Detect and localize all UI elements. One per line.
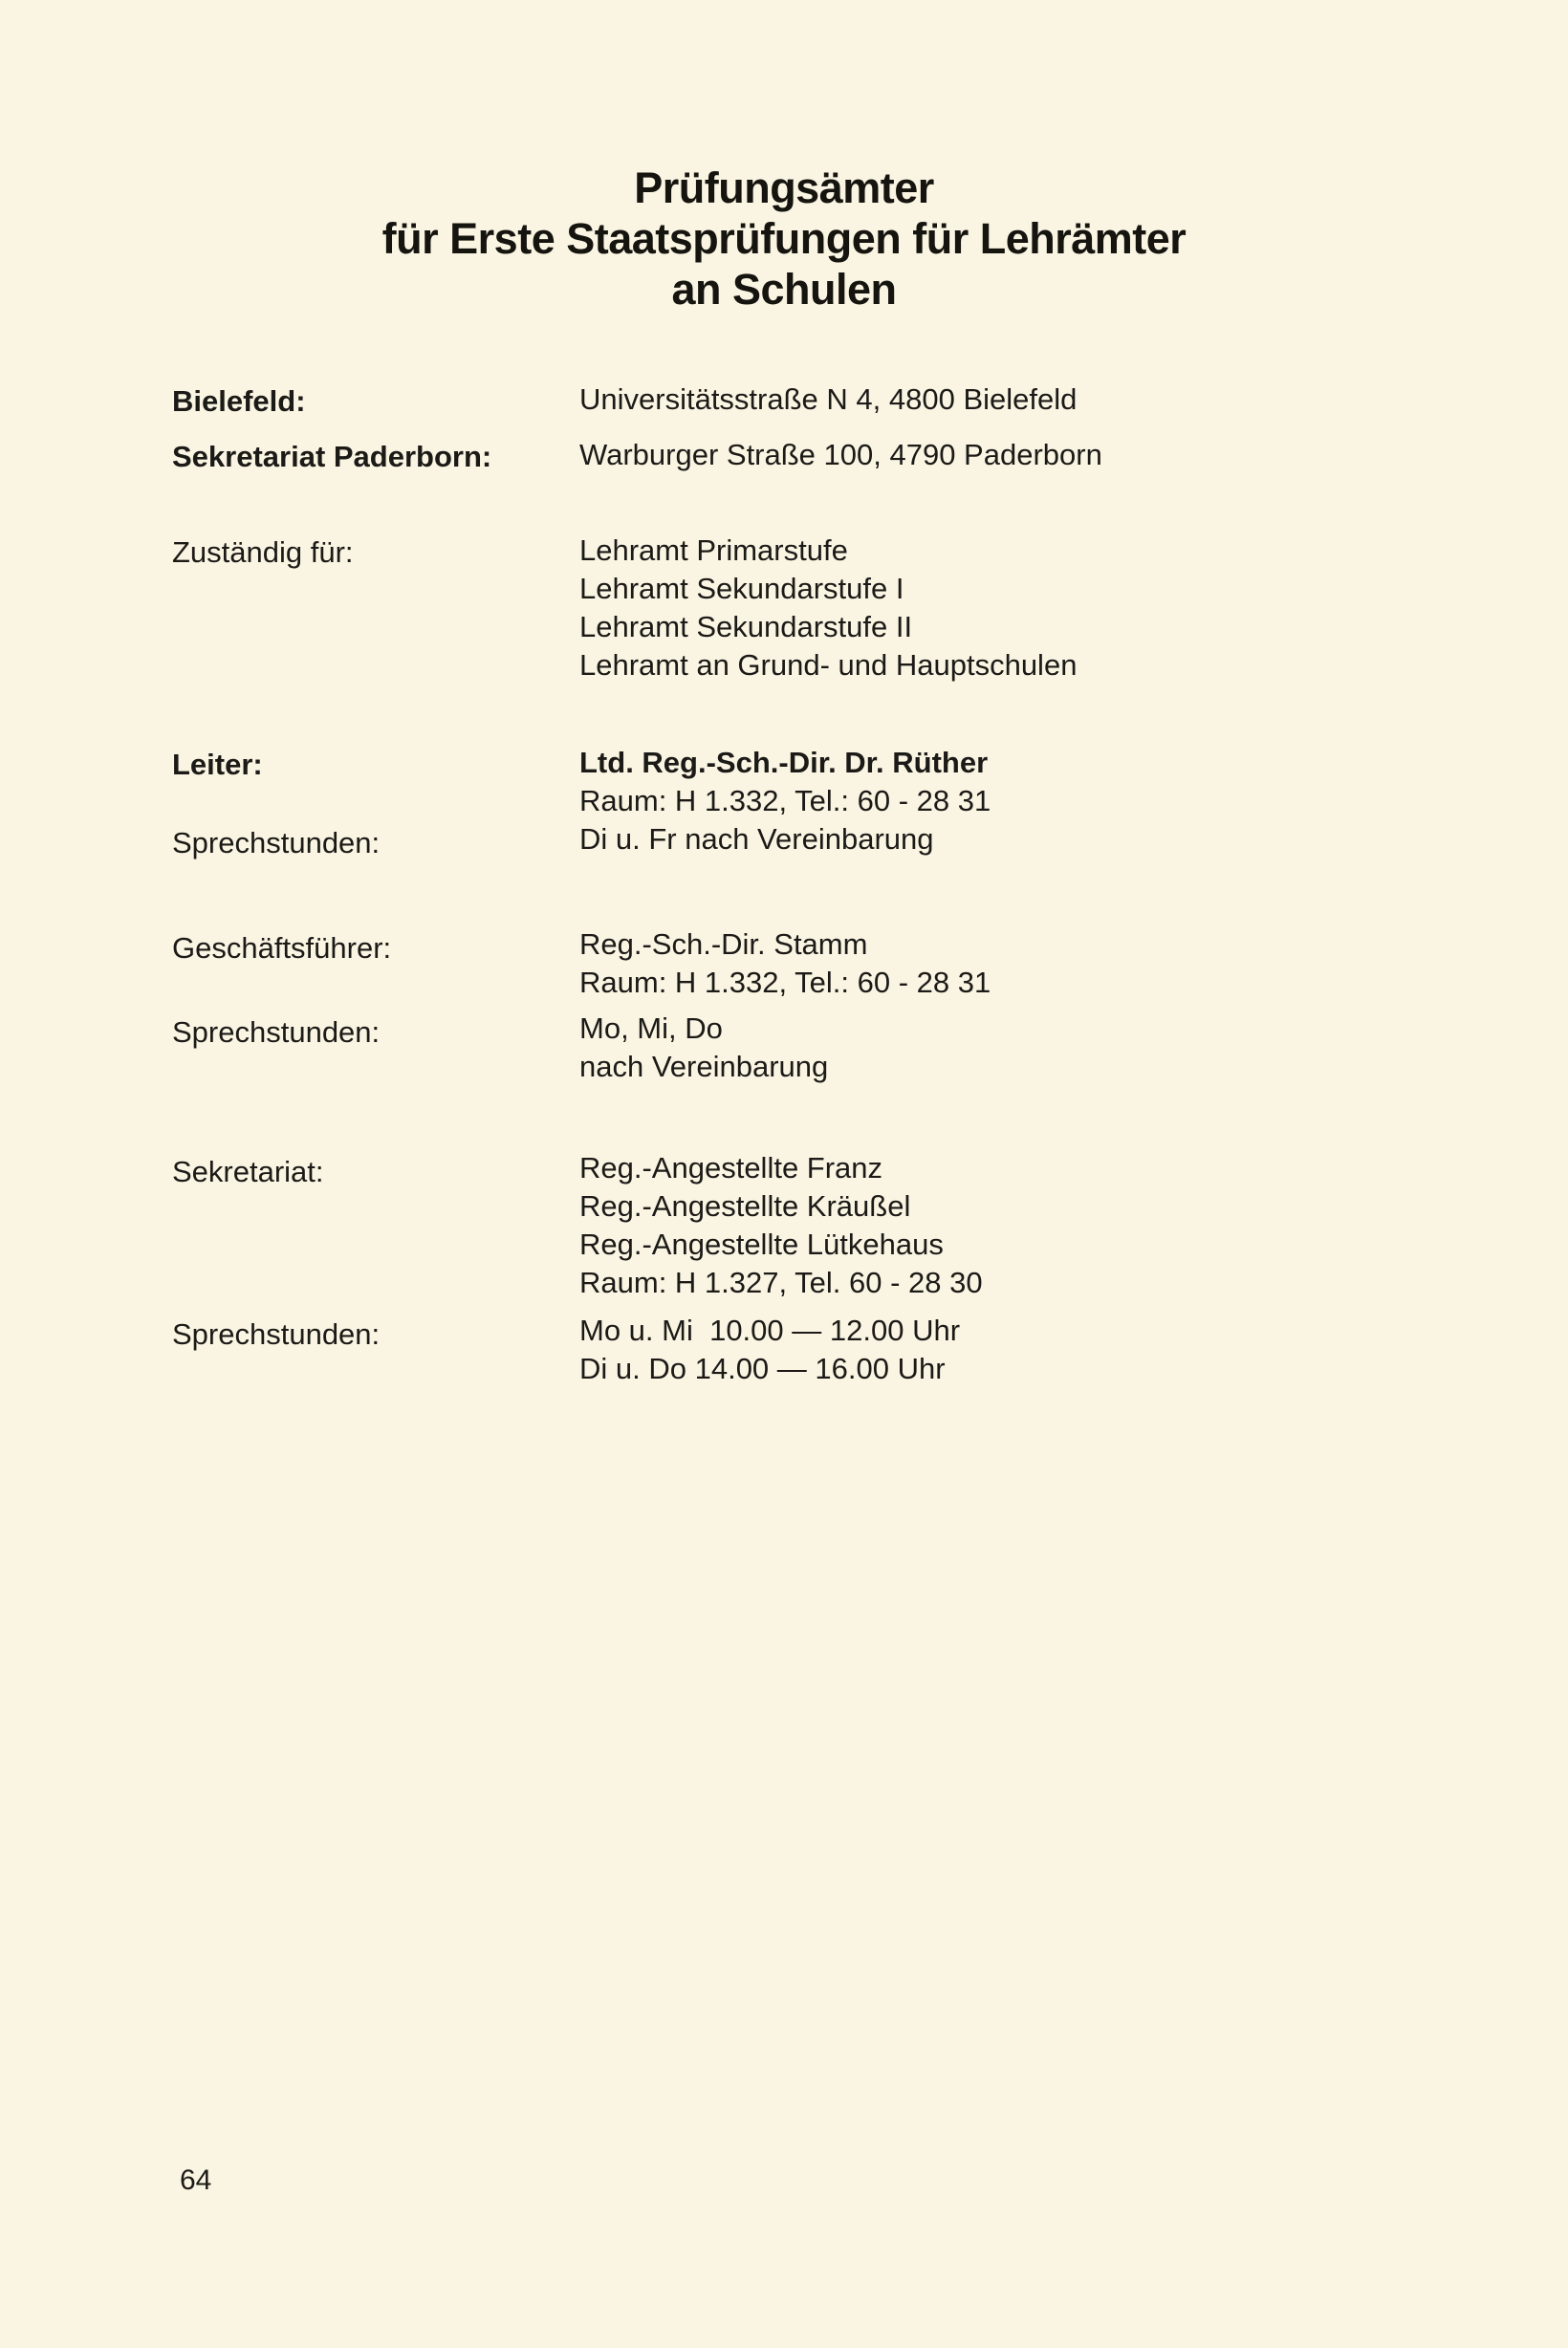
geschaeftsfuehrer-room: Raum: H 1.332, Tel.: 60 - 28 31	[579, 966, 991, 999]
hours-line: nach Vereinbarung	[579, 1050, 829, 1083]
paderborn-address: Warburger Straße 100, 4790 Paderborn	[579, 438, 1102, 471]
leiter-details	[579, 744, 991, 859]
leiter-hours-label: Sprechstunden:	[172, 826, 381, 859]
leiter-name: Ltd. Reg.-Sch.-Dir. Dr. Rüther	[579, 746, 989, 779]
list-item: Lehramt an Grund- und Hauptschulen	[579, 648, 1078, 682]
title-line-1: Prüfungsämter	[634, 163, 934, 212]
geschaeftsfuehrer-hours-label: Sprechstunden:	[172, 1015, 381, 1049]
title-line-2: für Erste Staatsprüfungen für Lehrämter	[381, 214, 1187, 263]
bielefeld-address: Universitätsstraße N 4, 4800 Bielefeld	[579, 382, 1078, 416]
list-item: Lehramt Sekundarstufe I	[579, 572, 904, 605]
leiter-hours: Di u. Fr nach Vereinbarung	[579, 822, 934, 856]
hours-line: Di u. Do 14.00 — 16.00 Uhr	[579, 1352, 946, 1385]
hours-line: Mo u. Mi 10.00 — 12.00 Uhr	[579, 1314, 961, 1347]
hours-line: Mo, Mi, Do	[579, 1011, 723, 1045]
geschaeftsfuehrer-name: Reg.-Sch.-Dir. Stamm	[579, 927, 868, 961]
zustaendig-label: Zuständig für:	[172, 535, 354, 569]
page-title	[0, 163, 1568, 315]
title-line-3: an Schulen	[671, 265, 897, 314]
sekretariat-staff	[579, 1149, 983, 1302]
sekretariat-hours-label: Sprechstunden:	[172, 1317, 381, 1351]
list-item: Lehramt Primarstufe	[579, 533, 848, 567]
page-number: 64	[180, 2164, 212, 2196]
leiter-room: Raum: H 1.332, Tel.: 60 - 28 31	[579, 784, 991, 817]
sekretariat-label: Sekretariat:	[172, 1155, 324, 1188]
geschaeftsfuehrer-details	[579, 925, 991, 1002]
staff-line: Reg.-Angestellte Kräußel	[579, 1189, 911, 1223]
zustaendig-list	[579, 532, 1077, 685]
leiter-label: Leiter:	[172, 748, 263, 781]
staff-line: Reg.-Angestellte Franz	[579, 1151, 883, 1185]
list-item: Lehramt Sekundarstufe II	[579, 610, 913, 643]
geschaeftsfuehrer-label: Geschäftsführer:	[172, 931, 392, 965]
bielefeld-label: Bielefeld:	[172, 384, 306, 418]
staff-line: Raum: H 1.327, Tel. 60 - 28 30	[579, 1266, 983, 1299]
staff-line: Reg.-Angestellte Lütkehaus	[579, 1228, 944, 1261]
sekretariat-hours	[579, 1312, 960, 1388]
paderborn-label: Sekretariat Paderborn:	[172, 440, 492, 473]
geschaeftsfuehrer-hours	[579, 1010, 828, 1086]
